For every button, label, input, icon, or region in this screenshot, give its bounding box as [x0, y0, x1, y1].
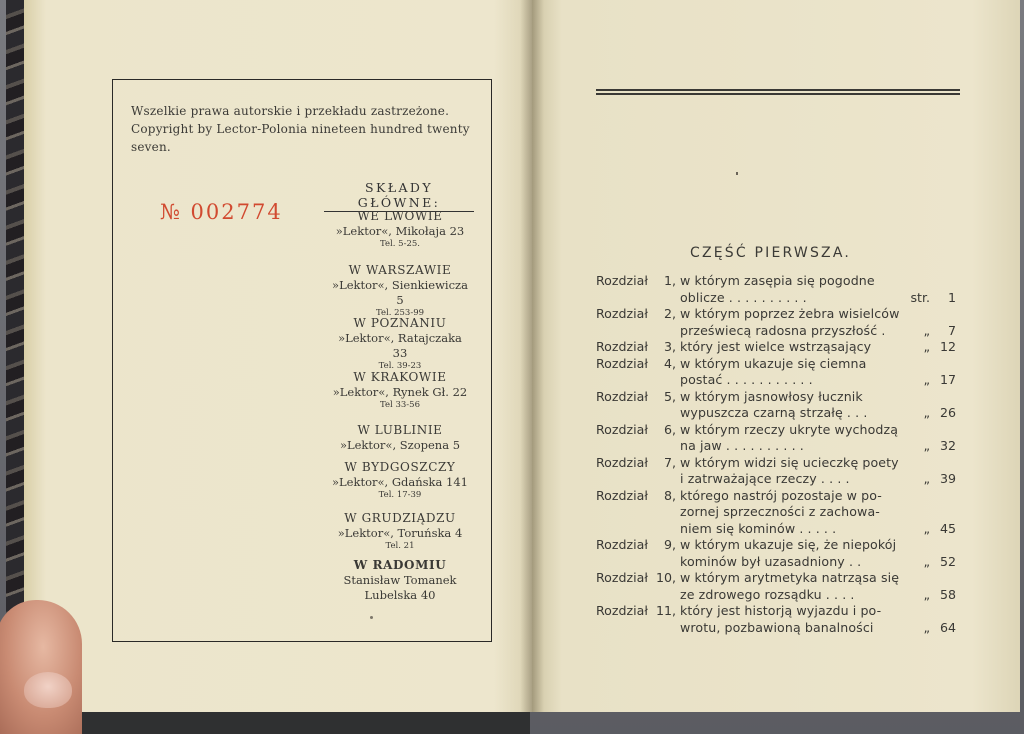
chapter-title-line: który jest historją wyjazdu i po- [680, 603, 882, 618]
chapter-number: 2, [663, 306, 676, 321]
chapter-number: 11, [656, 603, 677, 618]
city-address: »Lektor«, Toruńska 4 [337, 526, 463, 540]
double-rule-bottom [596, 93, 960, 95]
city-tel: Tel. 17-39 [378, 490, 422, 500]
chapter-title-line: i zatrważające rzeczy . . . . [680, 471, 850, 486]
city-tel: Tel. 253-99 [375, 308, 425, 318]
ditto-mark: „ [923, 586, 930, 602]
chapter-title-line: w którym zasępia się pogodne [680, 273, 875, 288]
chapter-number: 7, [663, 454, 676, 470]
chapter-title [680, 273, 910, 306]
page-number: 32 [939, 438, 956, 453]
chapter-label: Rozdział [596, 537, 648, 552]
chapter-label: Rozdział [596, 454, 648, 470]
chapter-title-line: ze zdrowego rozsądku . . . . [680, 586, 855, 602]
chapter-number: 4, [663, 355, 676, 371]
city-tel: Tel 33-56 [380, 400, 420, 410]
chapter-title [680, 356, 910, 389]
copyright-notice [131, 102, 481, 156]
city-name: W GRUDZIĄDZU [344, 511, 456, 525]
warehouse-entry [330, 557, 470, 603]
city-name: W POZNANIU [353, 316, 447, 330]
chapter-label: Rozdział [596, 487, 648, 503]
ditto-mark: „ [923, 405, 930, 420]
ditto-mark: „ [923, 553, 930, 569]
city-tel: Tel. 5-25. [380, 239, 420, 249]
warehouses-heading: SKŁADY GŁÓWNE: [324, 180, 474, 212]
page-number: 7 [947, 322, 956, 338]
chapter-number: 5, [663, 388, 676, 404]
chapter-label: Rozdział [596, 421, 648, 437]
chapter-number: 6, [663, 421, 676, 437]
thumb [0, 600, 82, 734]
city-name: W LUBLINIE [357, 423, 443, 437]
city-address: Stanisław Tomanek [343, 573, 457, 587]
chapter-number: 8, [663, 487, 676, 503]
chapter-title-line: oblicze . . . . . . . . . . [680, 289, 807, 305]
chapter-number: 3, [663, 339, 676, 354]
chapter-title-line: w którym jasnowłosy łucznik [680, 388, 863, 404]
city-name: W WARSZAWIE [348, 263, 452, 277]
city-name: W RADOMIU [353, 558, 447, 572]
double-rule-top [596, 89, 960, 91]
page-number: 26 [939, 405, 956, 420]
chapter-title [680, 603, 910, 636]
chapter-label: Rozdział [596, 603, 648, 618]
city-name: WE LWOWIE [357, 209, 443, 223]
chapter-title [680, 306, 910, 339]
chapter-title [680, 339, 910, 356]
city-name: W BYDGOSZCZY [344, 460, 456, 474]
warehouse-entry [330, 315, 470, 372]
city-address: »Lektor«, Ratajczaka 33 [338, 331, 462, 360]
chapter-title-line: wrotu, pozbawioną banalności [680, 619, 874, 635]
ditto-mark: str. [910, 289, 930, 305]
chapter-title-line: przeświecą radosna przyszłość . [680, 322, 886, 338]
chapter-label: Rozdział [596, 355, 648, 371]
chapter-label: Rozdział [596, 306, 648, 321]
page-number: 52 [939, 553, 956, 569]
thumbnail-nail [24, 672, 72, 708]
chapter-title-line: niem się kominów . . . . . [680, 520, 837, 536]
city-address: »Lektor«, Szopena 5 [339, 438, 461, 452]
city-address: »Lektor«, Gdańska 141 [332, 475, 468, 489]
chapter-title [680, 488, 910, 538]
ditto-mark: „ [923, 322, 930, 338]
chapter-title-line: wypuszcza czarną strzałę . . . [680, 405, 868, 420]
chapter-title-line: na jaw . . . . . . . . . . [680, 438, 804, 453]
warehouse-entry [330, 510, 470, 552]
page-dot [370, 616, 373, 619]
part-title: CZĘŚĆ PIERWSZA. [690, 245, 852, 261]
chapter-title-line: który jest wielce wstrząsający [680, 339, 872, 354]
page-speck [736, 172, 738, 175]
ditto-mark: „ [923, 372, 930, 387]
chapter-title [680, 537, 910, 570]
chapter-title-line: w którym ukazuje się ciemna [680, 355, 867, 371]
chapter-title-line: którego nastrój pozostaje w po- [680, 487, 882, 503]
chapter-number: 1, [663, 273, 676, 288]
page-number: 45 [939, 520, 956, 536]
city-address-street: Lubelska 40 [364, 588, 436, 602]
chapter-title-line: w którym widzi się ucieczkę poety [680, 454, 899, 470]
ditto-mark: „ [923, 471, 930, 486]
chapter-title-line: w którym arytmetyka natrząsa się [680, 570, 900, 585]
city-address: »Lektor«, Rynek Gł. 22 [332, 385, 468, 399]
warehouse-entry [330, 208, 470, 250]
page-number: 1 [947, 289, 956, 305]
city-address: »Lektor«, Mikołaja 23 [335, 224, 465, 238]
copyright-line: Copyright by Lector-Polonia nineteen hundred twenty seven. [131, 122, 470, 154]
chapter-title-line: postać . . . . . . . . . . . [680, 372, 813, 387]
chapter-label: Rozdział [596, 273, 648, 288]
copyright-line: Wszelkie prawa autorskie i przekładu zastrzeżone. [131, 104, 450, 118]
chapter-label: Rozdział [596, 570, 648, 585]
book-binding [60, 710, 530, 734]
chapter-title [680, 422, 910, 455]
chapter-title-line: zornej sprzeczności z zachowa- [680, 504, 880, 519]
city-name: W KRAKOWIE [353, 370, 447, 384]
book-gutter [520, 0, 544, 712]
chapter-label: Rozdział [596, 388, 648, 404]
ditto-mark: „ [923, 520, 930, 536]
page-number: 17 [939, 372, 956, 387]
chapter-title-line: w którym poprzez żebra wisielców [680, 306, 900, 321]
chapter-title [680, 455, 910, 488]
warehouse-entry [330, 262, 470, 319]
chapter-title [680, 389, 910, 422]
chapter-number: 10, [656, 570, 677, 585]
page-number: 58 [939, 586, 956, 602]
ditto-mark: „ [923, 619, 930, 635]
chapter-title-line: kominów był uzasadniony . . [680, 553, 862, 569]
page-number: 39 [939, 471, 956, 486]
page-number: 12 [939, 339, 956, 354]
chapter-title-line: w którym rzeczy ukryte wychodzą [680, 421, 899, 437]
city-tel: Tel. 21 [385, 541, 415, 551]
city-address: »Lektor«, Sienkiewicza 5 [332, 278, 468, 307]
chapter-number: 9, [663, 537, 676, 552]
city-tel: Tel. 39-23 [378, 361, 422, 371]
warehouse-entry [330, 422, 470, 453]
chapter-title [680, 570, 910, 603]
serial-number: № 002774 [160, 200, 283, 224]
chapter-label: Rozdział [596, 339, 648, 354]
warehouse-entry [330, 459, 470, 501]
warehouse-entry [330, 369, 470, 411]
chapter-title-line: w którym ukazuje się, że niepokój [680, 537, 897, 552]
ditto-mark: „ [923, 438, 930, 453]
page-number: 64 [939, 619, 956, 635]
ditto-mark: „ [923, 339, 930, 354]
